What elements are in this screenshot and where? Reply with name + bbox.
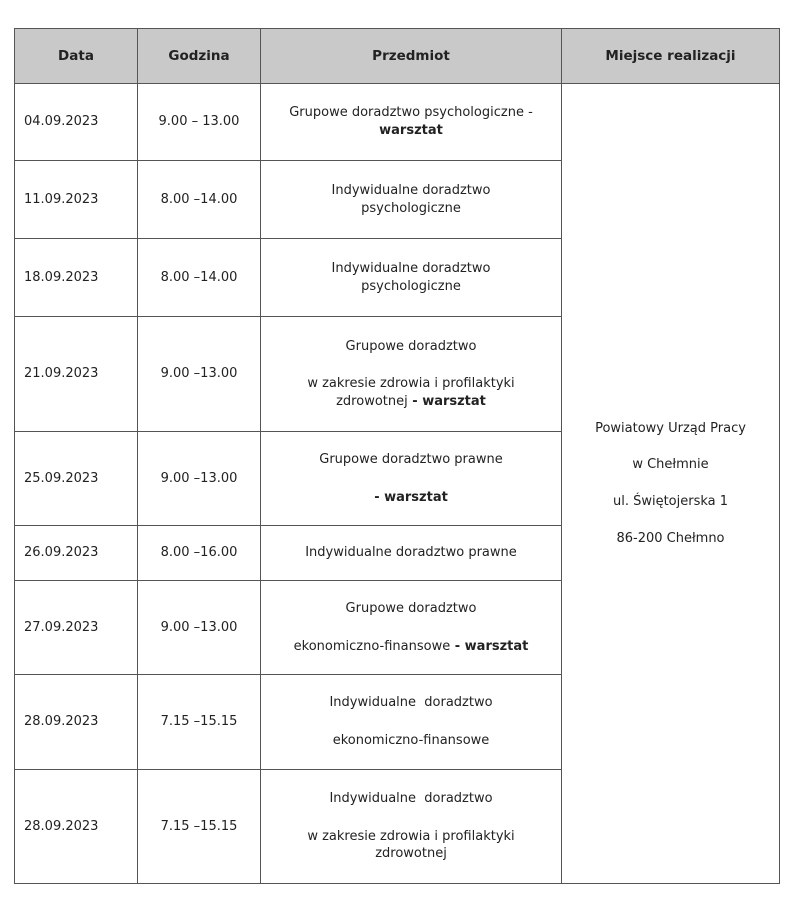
cell-subject xyxy=(261,770,562,884)
subject-line: Indywidualne doradztwo prawne xyxy=(305,545,517,561)
dash-separator: - xyxy=(374,489,385,505)
cell-subject xyxy=(261,84,562,161)
header-date: Data xyxy=(15,29,138,84)
subject-line: ekonomiczno-finansowe xyxy=(293,638,451,654)
subject-line: Indywidualne doradztwo xyxy=(331,182,491,198)
cell-date: 04.09.2023 xyxy=(15,84,138,161)
cell-subject xyxy=(261,317,562,432)
schedule-table xyxy=(14,28,780,884)
cell-date: 26.09.2023 xyxy=(15,526,138,581)
header-subject: Przedmiot xyxy=(261,29,562,84)
subject-line: Indywidualne doradztwo xyxy=(331,260,491,276)
cell-hour: 9.00 –13.00 xyxy=(138,432,261,526)
subject-line: Grupowe doradztwo xyxy=(345,338,477,354)
subject-line: w zakresie zdrowia i profilaktyki xyxy=(307,828,515,844)
cell-date: 27.09.2023 xyxy=(15,581,138,675)
header-row xyxy=(15,29,780,84)
subject-line: psychologiczne xyxy=(361,200,461,216)
cell-hour: 9.00 –13.00 xyxy=(138,581,261,675)
dash-separator: - xyxy=(450,638,465,654)
subject-line: Indywidualne doradztwo xyxy=(329,791,493,807)
subject-line-with-tag xyxy=(275,638,547,656)
place-line: ul. Świętojerska 1 xyxy=(612,494,729,509)
dash-separator: - xyxy=(407,393,423,409)
cell-subject xyxy=(261,239,562,317)
cell-hour: 7.15 –15.15 xyxy=(138,675,261,770)
cell-date: 18.09.2023 xyxy=(15,239,138,317)
subject-line-with-tag xyxy=(275,489,547,507)
cell-date: 28.09.2023 xyxy=(15,770,138,884)
subject-line: Grupowe doradztwo psychologiczne - xyxy=(289,105,533,121)
header-place: Miejsce realizacji xyxy=(562,29,780,84)
cell-place xyxy=(562,84,780,884)
subject-line: zdrowotnej xyxy=(336,393,408,409)
cell-subject xyxy=(261,526,562,581)
subject-line: Grupowe doradztwo prawne xyxy=(319,451,503,467)
cell-hour: 7.15 –15.15 xyxy=(138,770,261,884)
place-line: 86-200 Chełmno xyxy=(616,530,725,546)
subject-line: psychologiczne xyxy=(361,278,461,294)
cell-date: 28.09.2023 xyxy=(15,675,138,770)
subject-line: ekonomiczno-finansowe xyxy=(332,733,490,748)
subject-workshop-tag: warsztat xyxy=(464,638,529,654)
subject-line: w zakresie zdrowia i profilaktyki xyxy=(307,376,515,392)
cell-subject xyxy=(261,581,562,675)
cell-date: 11.09.2023 xyxy=(15,161,138,239)
subject-line: zdrowotnej xyxy=(375,846,447,862)
cell-date: 21.09.2023 xyxy=(15,317,138,432)
cell-hour: 8.00 –14.00 xyxy=(138,239,261,317)
subject-line-with-tag xyxy=(275,393,547,411)
subject-workshop-tag: warsztat xyxy=(384,489,448,505)
header-hour: Godzina xyxy=(138,29,261,84)
table-row xyxy=(15,84,780,161)
subject-workshop-tag: warsztat xyxy=(379,123,443,138)
cell-date: 25.09.2023 xyxy=(15,432,138,526)
cell-subject xyxy=(261,161,562,239)
place-line: Powiatowy Urząd Pracy xyxy=(595,420,746,436)
cell-subject xyxy=(261,675,562,770)
cell-hour: 9.00 – 13.00 xyxy=(138,84,261,161)
cell-hour: 8.00 –14.00 xyxy=(138,161,261,239)
cell-hour: 9.00 –13.00 xyxy=(138,317,261,432)
subject-line: Grupowe doradztwo xyxy=(345,600,477,616)
place-line: w Chełmnie xyxy=(632,457,709,473)
subject-workshop-tag: warsztat xyxy=(422,393,486,409)
subject-line: Indywidualne doradztwo xyxy=(329,695,493,711)
cell-subject xyxy=(261,432,562,526)
cell-hour: 8.00 –16.00 xyxy=(138,526,261,581)
